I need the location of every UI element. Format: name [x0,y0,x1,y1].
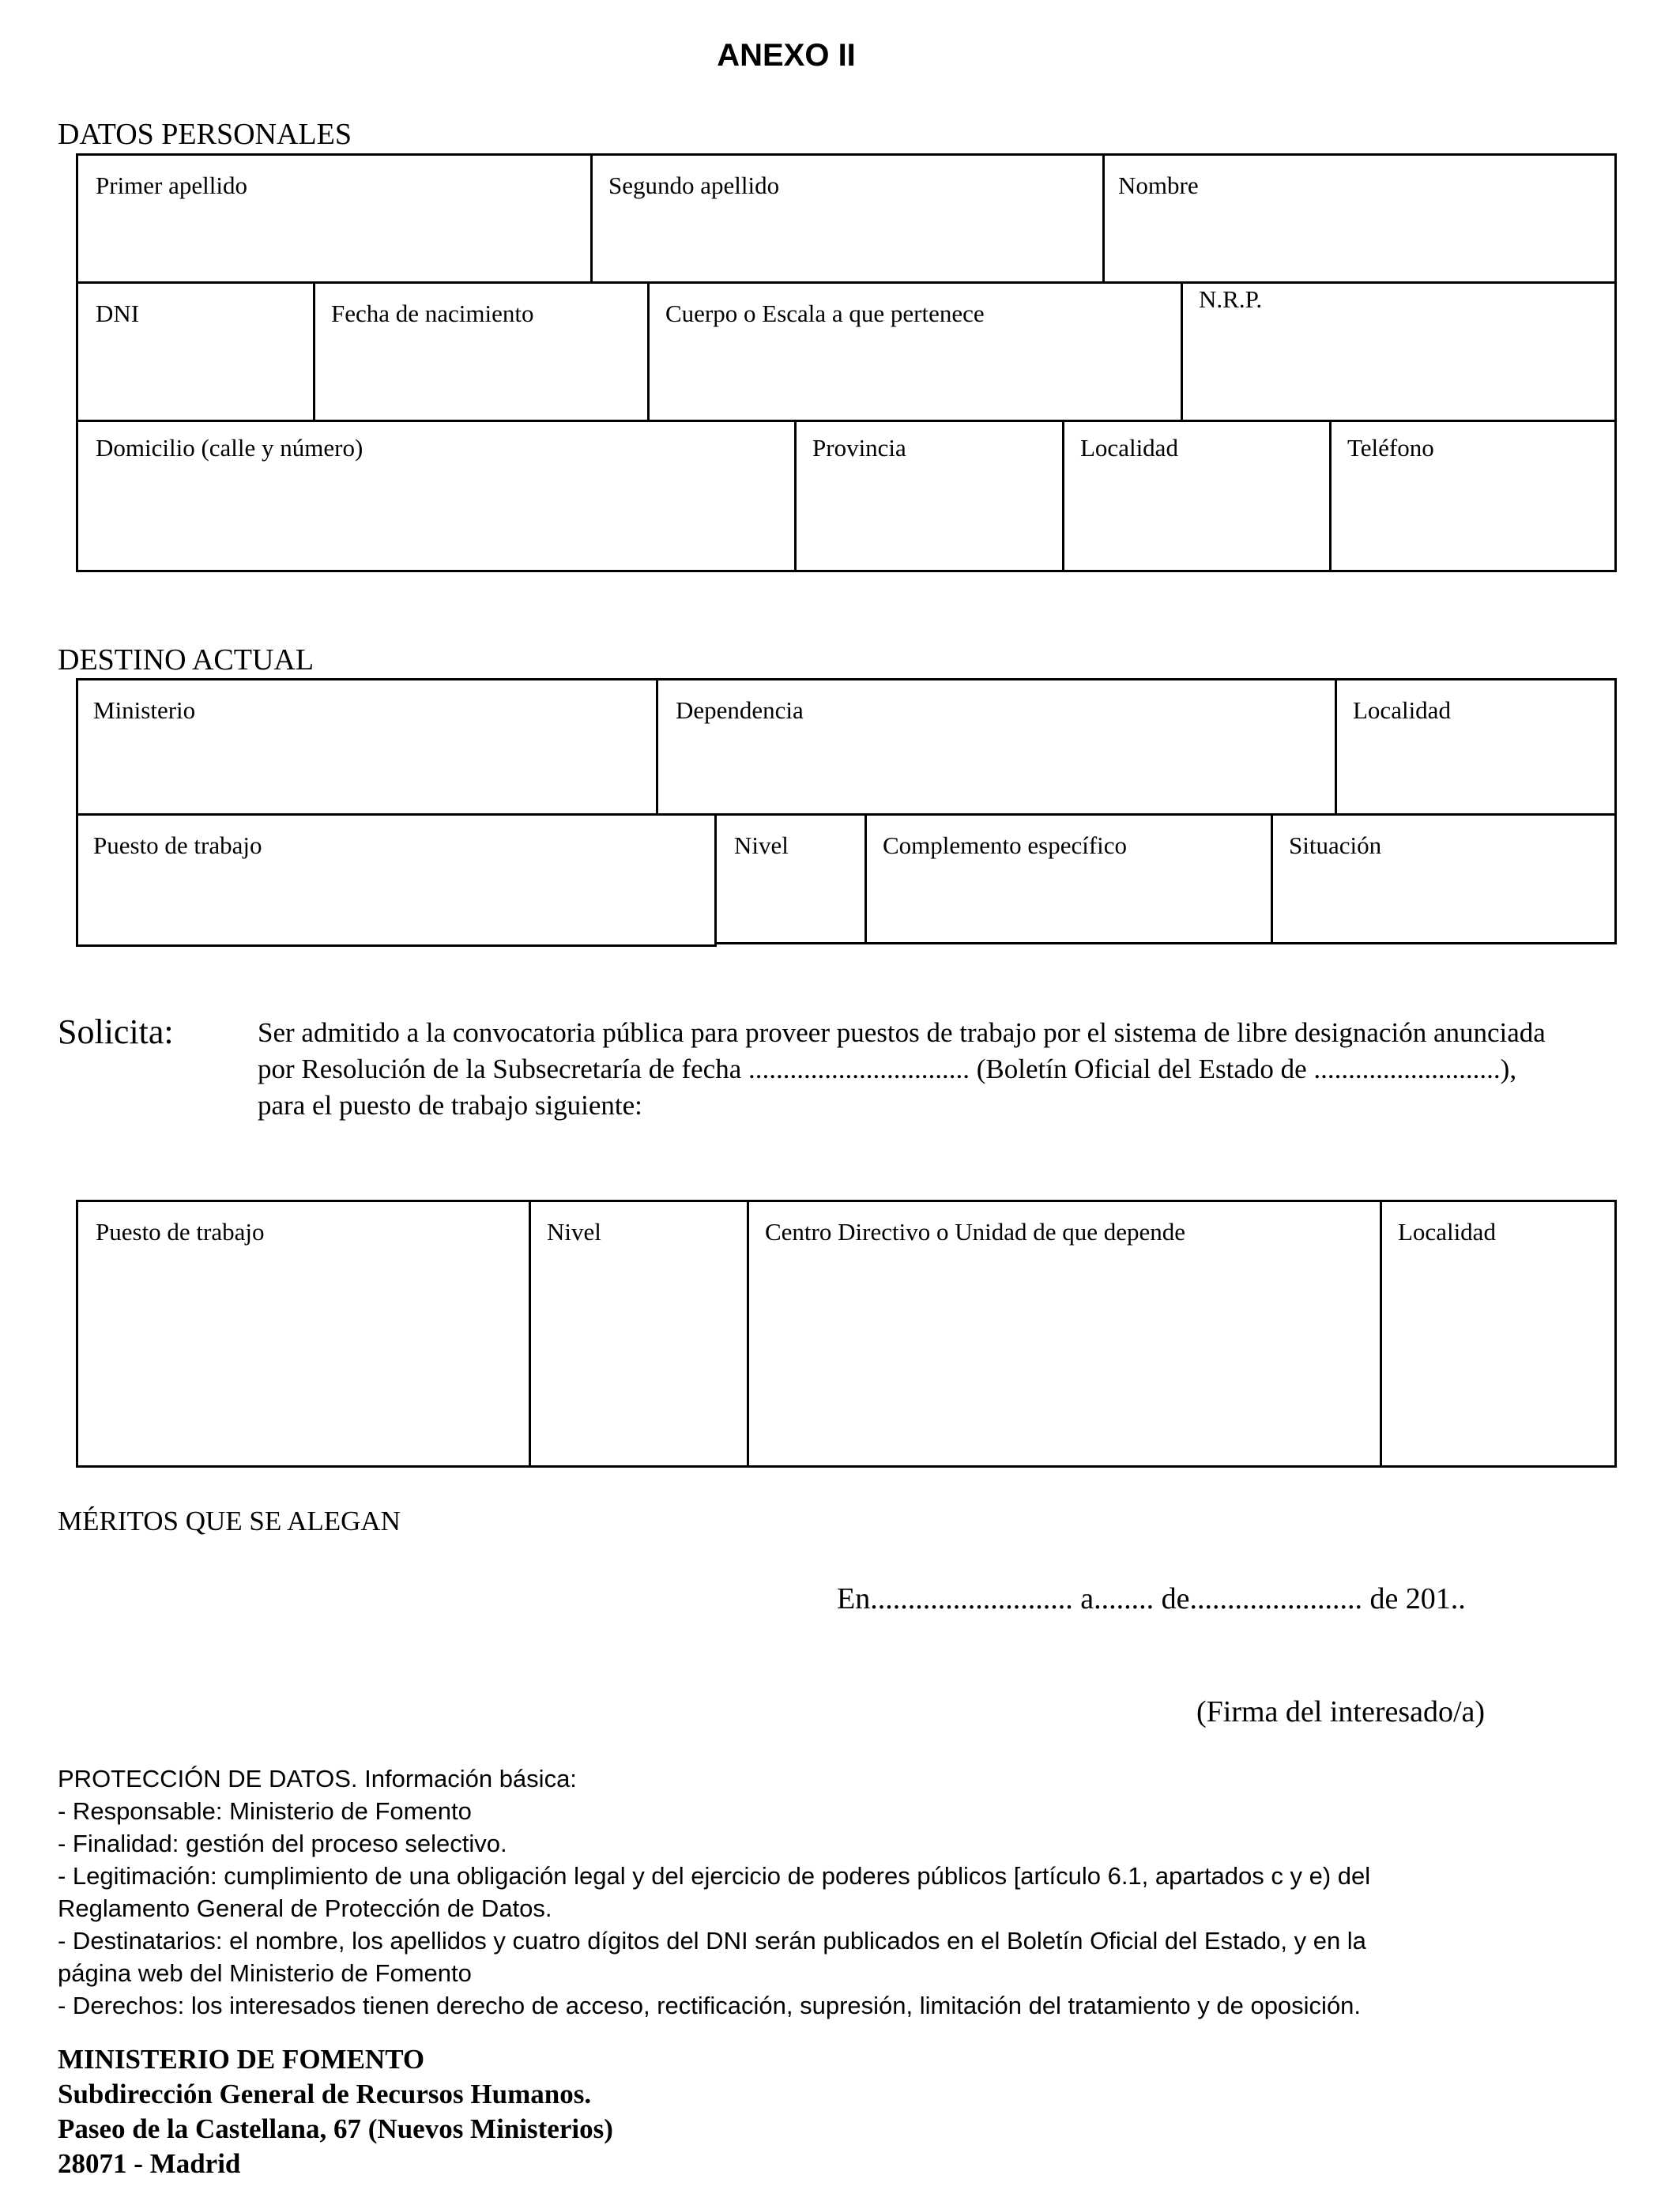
cuerpo-escala-label: Cuerpo o Escala a que pertenece [665,300,985,327]
ministerio-label: Ministerio [93,696,196,724]
nivel-actual-label: Nivel [734,831,789,859]
segundo-apellido-field[interactable] [593,156,1102,281]
table-border [1614,678,1617,944]
nivel-solicitado-label: Nivel [547,1218,601,1246]
meritos-heading: MÉRITOS QUE SE ALEGAN [58,1506,401,1536]
fecha-nacimiento-field[interactable] [315,284,647,420]
solicita-line-3: para el puesto de trabajo siguiente: [258,1090,642,1121]
dependencia-field[interactable] [658,680,1335,813]
nivel-actual-field[interactable] [717,816,864,942]
primer-apellido-label: Primer apellido [96,172,247,199]
telefono-field[interactable] [1332,422,1614,570]
provincia-field[interactable] [797,422,1062,570]
complemento-label: Complemento específico [883,831,1128,859]
dni-label: DNI [96,300,140,327]
puesto-trabajo-solicitado-label: Puesto de trabajo [96,1218,265,1246]
solicita-text [258,1015,1617,1124]
destino-localidad-field[interactable] [1337,680,1614,813]
lugar-fecha-line[interactable]: En........................... a........ de....................... de 201.. [837,1582,1466,1615]
dependencia-label: Dependencia [676,696,804,724]
table-border [717,942,1617,944]
solicita-label: Solicita: [58,1012,174,1051]
centro-directivo-field[interactable] [749,1202,1380,1465]
nivel-solicitado-field[interactable] [531,1202,747,1465]
destino-actual-table [76,678,1617,947]
puesto-trabajo-actual-field[interactable] [78,816,714,944]
dni-field[interactable] [78,284,313,420]
situacion-label: Situación [1289,831,1382,859]
centro-directivo-label: Centro Directivo o Unidad de que depende [765,1218,1185,1246]
nrp-field[interactable] [1183,284,1614,420]
firma-label: (Firma del interesado/a) [1196,1695,1486,1728]
footer-codigo-postal: 28071 - Madrid [58,2148,241,2179]
proteccion-datos-destinatarios: - Destinatarios: el nombre, los apellidos y cuatro dígitos del DNI serán publicados en el Boletín Oficial del Estado, y en la [58,1927,1366,1955]
proteccion-datos-responsable: - Responsable: Ministerio de Fomento [58,1797,472,1825]
localidad-solicitada-field[interactable] [1382,1202,1614,1465]
footer-direccion: Paseo de la Castellana, 67 (Nuevos Ministerios) [58,2113,613,2144]
proteccion-datos-legitimacion: - Legitimación: cumplimiento de una obligación legal y del ejercicio de poderes públicos [artículo 6.1, apartados c y e) del [58,1862,1371,1890]
localidad-label: Localidad [1080,434,1178,462]
nrp-label: N.R.P. [1199,285,1263,313]
fecha-nacimiento-label: Fecha de nacimiento [331,300,534,327]
puesto-trabajo-solicitado-field[interactable] [78,1202,529,1465]
nombre-label: Nombre [1118,172,1199,199]
proteccion-datos-destinatarios-cont: página web del Ministerio de Fomento [58,1959,472,1987]
cuerpo-escala-field[interactable] [650,284,1181,420]
footer-address [58,2042,613,2181]
telefono-label: Teléfono [1347,434,1434,462]
datos-personales-table [76,153,1617,572]
ministerio-field[interactable] [78,680,656,813]
domicilio-field[interactable] [78,422,794,570]
proteccion-datos-title: PROTECCIÓN DE DATOS. Información básica: [58,1765,577,1793]
proteccion-datos-derechos: - Derechos: los interesados tienen derecho de acceso, rectificación, supresión, limitación del tratamiento y de oposición. [58,1992,1362,2019]
proteccion-datos [58,1762,1370,2022]
table-border [76,944,717,947]
page-title: ANEXO II [717,38,856,73]
proteccion-datos-legitimacion-cont: Reglamento General de Protección de Datos. [58,1894,552,1922]
datos-personales-heading: DATOS PERSONALES [58,118,352,151]
localidad-solicitada-label: Localidad [1398,1218,1496,1246]
solicita-line-2: por Resolución de la Subsecretaría de fecha ................................ (Boletín Oficial del Estado de ...........................), [258,1054,1517,1084]
localidad-field[interactable] [1064,422,1329,570]
destino-localidad-label: Localidad [1353,696,1451,724]
primer-apellido-field[interactable] [78,156,590,281]
provincia-label: Provincia [812,434,906,462]
puesto-solicitado-table [76,1200,1617,1468]
complemento-field[interactable] [867,816,1271,942]
segundo-apellido-label: Segundo apellido [608,172,780,199]
destino-actual-heading: DESTINO ACTUAL [58,643,315,677]
solicita-line-1: Ser admitido a la convocatoria pública para proveer puestos de trabajo por el sistema de libre designación anunciada [258,1017,1546,1048]
situacion-field[interactable] [1273,816,1614,942]
proteccion-datos-finalidad: - Finalidad: gestión del proceso selectivo. [58,1830,507,1857]
footer-ministerio: MINISTERIO DE FOMENTO [58,2044,425,2075]
domicilio-label: Domicilio (calle y número) [96,434,363,462]
footer-subdireccion: Subdirección General de Recursos Humanos. [58,2079,592,2109]
nombre-field[interactable] [1105,156,1614,281]
puesto-trabajo-actual-label: Puesto de trabajo [93,831,262,859]
